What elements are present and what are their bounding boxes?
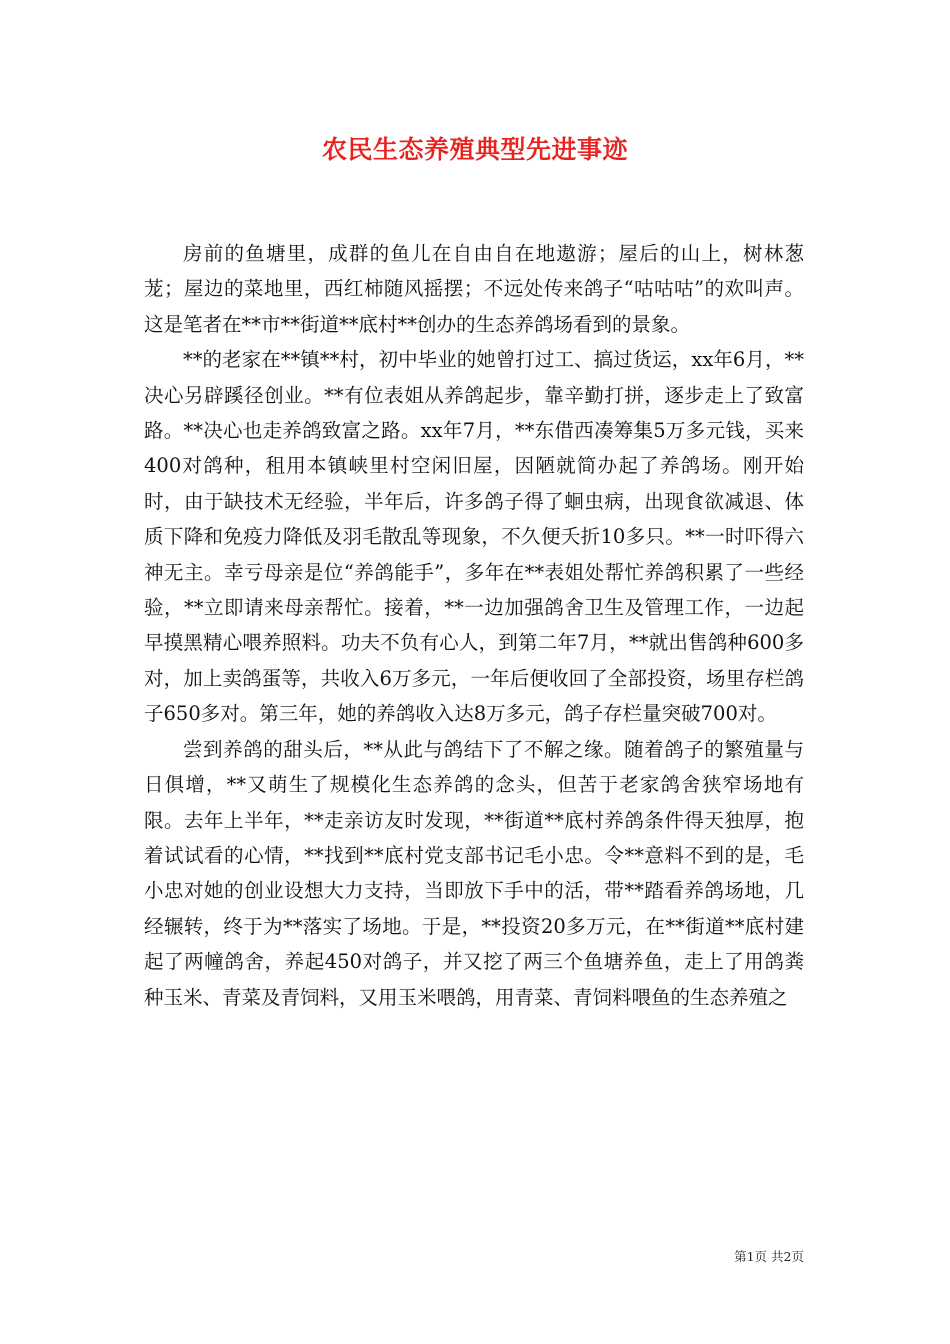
page-number-footer: 第1页 共2页	[734, 1249, 804, 1264]
document-title: 农民生态养殖典型先进事迹	[321, 135, 628, 164]
paragraph-3: 尝到养鸽的甜头后，**从此与鸽结下了不解之缘。随着鸽子的繁殖量与日俱增，**又萌生了规模化生态养鸽的念头，但苦于老家鸽舍狭窄场地有限。去年上半年，**走亲访友时发现，**街道**底村养鸽条件得天独厚，抱着试试看的心情，**找到**底村党支部书记毛小忠。令**意料不到的是，毛小忠对她的创业设想大力支持，当即放下手中的活，带**踏看养鸽场地，几经辗转，终于为**落实了场地。于是，**投资20多万元，在**街道**底村建起了两幢鸽舍，养起450对鸽子，并又挖了两三个鱼塘养鱼，走上了用鸽粪种玉米、青菜及青饲料，又用玉米喂鸽，用青菜、青饲料喂鱼的生态养殖之	[144, 737, 804, 1009]
paragraph-1: 房前的鱼塘里，成群的鱼儿在自由自在地遨游；屋后的山上，树林葱茏；屋边的菜地里，西红柿随风摇摆；不远处传来鸽子“咕咕咕”的欢叫声。这是笔者在**市**街道**底村**创办的生态养鸽场看到的景象。	[144, 242, 804, 336]
paragraph-2: **的老家在**镇**村，初中毕业的她曾打过工、搞过货运，xx年6月，**决心另辟蹊径创业。**有位表姐从养鸽起步，靠辛勤打拼，逐步走上了致富路。**决心也走养鸽致富之路。xx年7月，**东借西凑筹集5万多元钱，买来400对鸽种，租用本镇峡里村空闲旧屋，因陋就简办起了养鸽场。刚开始时，由于缺技术无经验，半年后，许多鸽子得了蛔虫病，出现食欲减退、体质下降和免疫力降低及羽毛散乱等现象，不久便夭折10多只。**一时吓得六神无主。幸亏母亲是位“养鸽能手”，多年在**表姐处帮忙养鸽积累了一些经验，**立即请来母亲帮忙。接着，**一边加强鸽舍卫生及管理工作，一边起早摸黑精心喂养照料。功夫不负有心人，到第二年7月，**就出售鸽种600多对，加上卖鸽蛋等，共收入6万多元，一年后便收回了全部投资，场里存栏鸽子650多对。第三年，她的养鸽收入达8万多元，鸽子存栏量突破700对。	[144, 348, 804, 726]
document-body	[144, 236, 804, 1015]
